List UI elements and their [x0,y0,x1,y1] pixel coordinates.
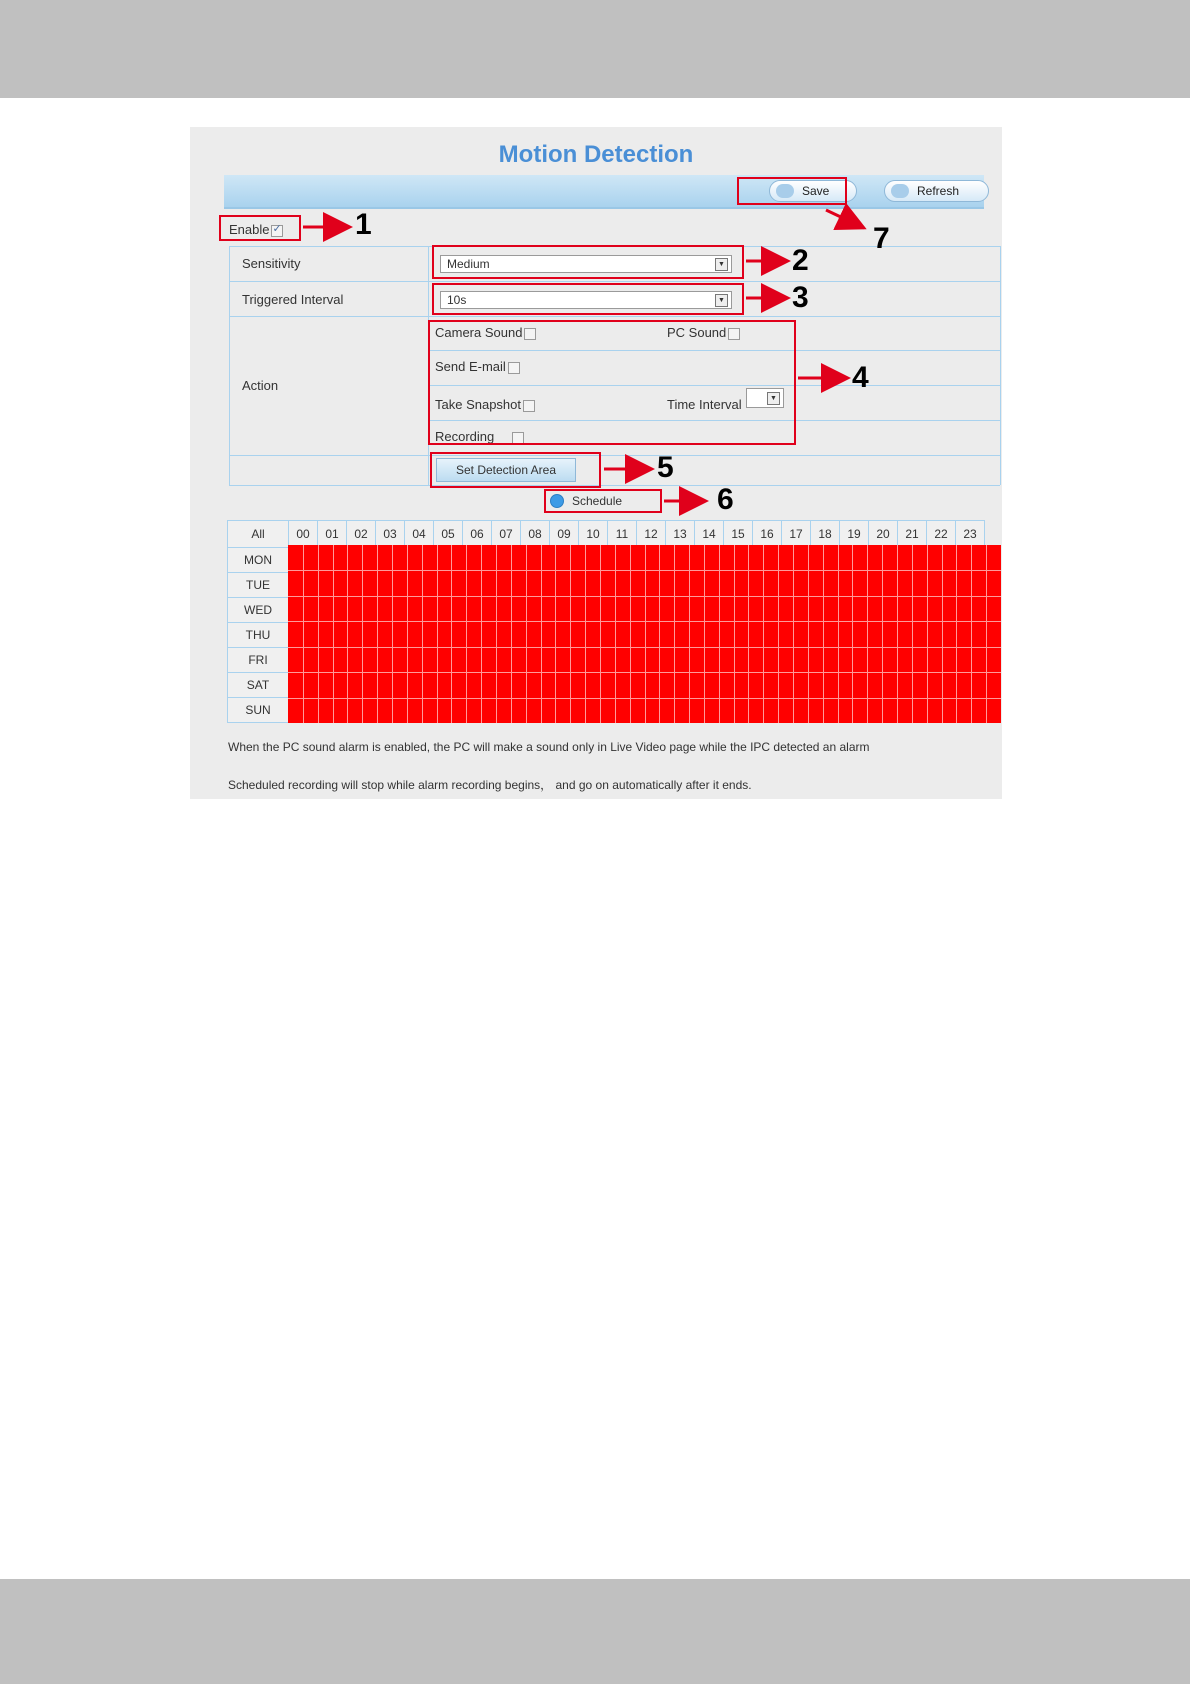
hour-header-01[interactable]: 01 [318,521,347,548]
enable-label: Enable [229,222,270,237]
hour-header-11[interactable]: 11 [608,521,637,548]
hour-header-10[interactable]: 10 [579,521,608,548]
day-label-thu[interactable]: THU [228,623,289,648]
send-email-label: Send E-mail [435,359,506,374]
schedule-all-button[interactable]: All [228,521,289,548]
triggered-interval-label: Triggered Interval [242,292,344,307]
hour-header-16[interactable]: 16 [753,521,782,548]
hour-header-18[interactable]: 18 [811,521,840,548]
day-label-wed[interactable]: WED [228,598,289,623]
hour-header-08[interactable]: 08 [521,521,550,548]
hour-header-21[interactable]: 21 [898,521,927,548]
sensitivity-label: Sensitivity [242,256,301,271]
hour-header-09[interactable]: 09 [550,521,579,548]
day-label-mon[interactable]: MON [228,548,289,573]
triggered-interval-value: 10s [447,293,467,307]
take-snapshot-label: Take Snapshot [435,397,522,412]
hour-header-20[interactable]: 20 [869,521,898,548]
camera-sound-label: Camera Sound [435,325,523,340]
day-label-sun[interactable]: SUN [228,698,289,723]
refresh-label: Refresh [917,184,960,198]
hour-header-14[interactable]: 14 [695,521,724,548]
hour-header-13[interactable]: 13 [666,521,695,548]
hour-header-04[interactable]: 04 [405,521,434,548]
set-detection-area-button[interactable]: Set Detection Area [436,458,576,482]
hour-header-22[interactable]: 22 [927,521,956,548]
hour-header-07[interactable]: 07 [492,521,521,548]
callout-5: 5 [657,451,674,484]
time-interval-label: Time Interval [667,397,742,412]
save-label: Save [802,184,830,198]
recording-label: Recording [435,429,495,444]
hour-header-02[interactable]: 02 [347,521,376,548]
callout-1: 1 [355,208,372,241]
hour-header-03[interactable]: 03 [376,521,405,548]
chevron-down-icon[interactable]: ▼ [767,392,780,405]
hour-header-00[interactable]: 00 [289,521,318,548]
hour-header-12[interactable]: 12 [637,521,666,548]
callout-3: 3 [792,281,809,314]
hour-header-05[interactable]: 05 [434,521,463,548]
hour-header-17[interactable]: 17 [782,521,811,548]
hour-header-06[interactable]: 06 [463,521,492,548]
chevron-down-icon[interactable]: ▼ [715,258,728,271]
day-label-sat[interactable]: SAT [228,673,289,698]
action-label: Action [242,378,279,393]
recording-note: Scheduled recording will stop while alarm recording begins， and go on automatically after it ends. [228,778,752,792]
day-label-tue[interactable]: TUE [228,573,289,598]
arrow-7 [826,210,864,228]
schedule-label: Schedule [572,494,623,508]
callout-6: 6 [717,483,734,516]
pc-sound-note: When the PC sound alarm is enabled, the PC will make a sound only in Live Video page while the IPC detected an alarm [228,740,870,754]
page-title: Motion Detection [498,141,694,168]
callout-4: 4 [852,361,869,394]
callout-2: 2 [792,244,809,277]
hour-header-15[interactable]: 15 [724,521,753,548]
chevron-down-icon[interactable]: ▼ [715,294,728,307]
callout-7: 7 [873,222,890,255]
pc-sound-label: PC Sound [667,325,727,340]
hour-header-23[interactable]: 23 [956,521,985,548]
sensitivity-value: Medium [447,257,490,271]
hour-header-19[interactable]: 19 [840,521,869,548]
day-label-fri[interactable]: FRI [228,648,289,673]
